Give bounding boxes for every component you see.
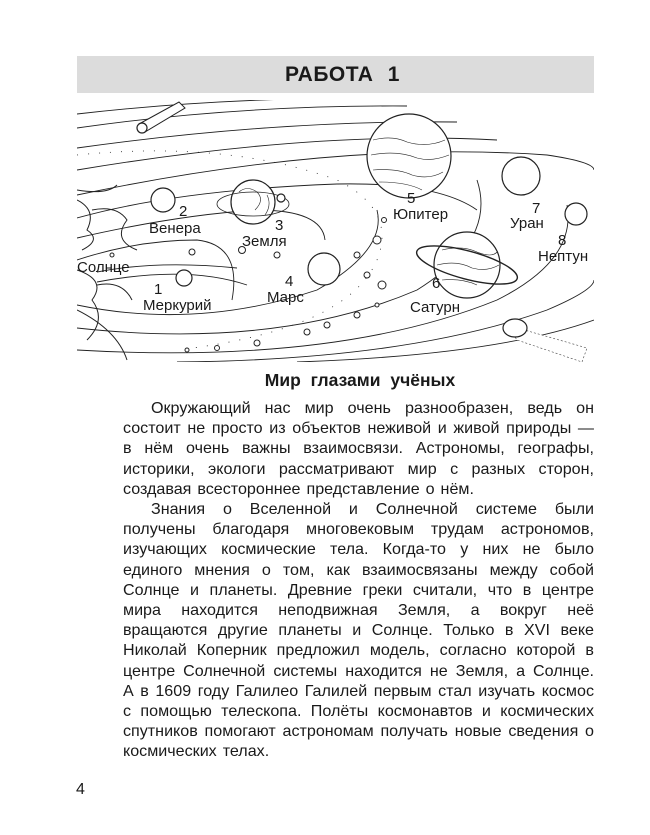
planet-saturn bbox=[434, 232, 500, 298]
planet-uranus bbox=[502, 157, 540, 195]
work-header-bar bbox=[77, 56, 594, 93]
label-number-4: 4 bbox=[285, 273, 294, 290]
planet-venus bbox=[151, 188, 175, 212]
comet-top bbox=[137, 102, 185, 133]
label-mars: Марс bbox=[267, 289, 304, 306]
planet-labels bbox=[77, 190, 588, 316]
planet-earth bbox=[231, 180, 275, 224]
label-uranus: Уран bbox=[510, 215, 544, 232]
moon bbox=[277, 194, 285, 202]
label-mercury: Меркурий bbox=[143, 297, 212, 314]
label-venus: Венера bbox=[149, 220, 201, 237]
label-number-6: 6 bbox=[432, 275, 441, 292]
label-number-7: 7 bbox=[532, 200, 541, 217]
label-number-3: 3 bbox=[275, 217, 284, 234]
work-title: РАБОТА 1 bbox=[285, 62, 400, 86]
label-earth: Земля bbox=[242, 233, 287, 250]
label-neptune: Нептун bbox=[538, 248, 589, 265]
label-number-1: 1 bbox=[154, 281, 163, 298]
label-number-5: 5 bbox=[407, 190, 416, 207]
label-number-8: 8 bbox=[558, 232, 567, 249]
solar-system-illustration bbox=[77, 100, 594, 362]
label-jupiter: Юпитер bbox=[393, 206, 449, 223]
body-text bbox=[123, 398, 594, 762]
label-sun: Солнце bbox=[77, 259, 130, 276]
asteroid-belt bbox=[77, 151, 382, 350]
planet-mercury bbox=[176, 270, 192, 286]
page-number: 4 bbox=[76, 781, 85, 798]
label-number-2: 2 bbox=[179, 203, 188, 220]
section-title: Мир глазами учёных bbox=[264, 370, 456, 390]
paragraph-1: Окружающий нас мир очень разнообразен, ведь он состоит не просто из объектов неживой и живой природы — в нём очень важны взаимосвязи. Астрономы, географы, историки, экологи рассматривают мир с разных сторон, создавая всестороннее представление о нём. bbox=[123, 399, 594, 498]
planets bbox=[151, 114, 587, 298]
solar-system-diagram bbox=[77, 100, 594, 362]
label-saturn: Сатурн bbox=[410, 299, 461, 316]
planet-neptune bbox=[565, 203, 587, 225]
planet-mars bbox=[308, 253, 340, 285]
paragraph-2: Знания о Вселенной и Солнечной системе были получены благодаря многовековым трудам астрономов, изучающих космические тела. Когда-то у них не было единого мнения о том, как взаимосвязаны между собой Солнце и планеты. Древние греки считали, что в центре мира находится неподвижная Земля, а вокруг неё вращаются другие планеты и Солнце. Только в XVI веке Николай Коперник предложил модель, согласно которой в центре Солнечной системы находится не Земля, а Солнце. А в 1609 году Галилео Галилей первым стал изучать космос с помощью телескопа. Полёты космонавтов и космических спутников помогают астрономам получать новые сведения о космических телах. bbox=[123, 500, 594, 761]
